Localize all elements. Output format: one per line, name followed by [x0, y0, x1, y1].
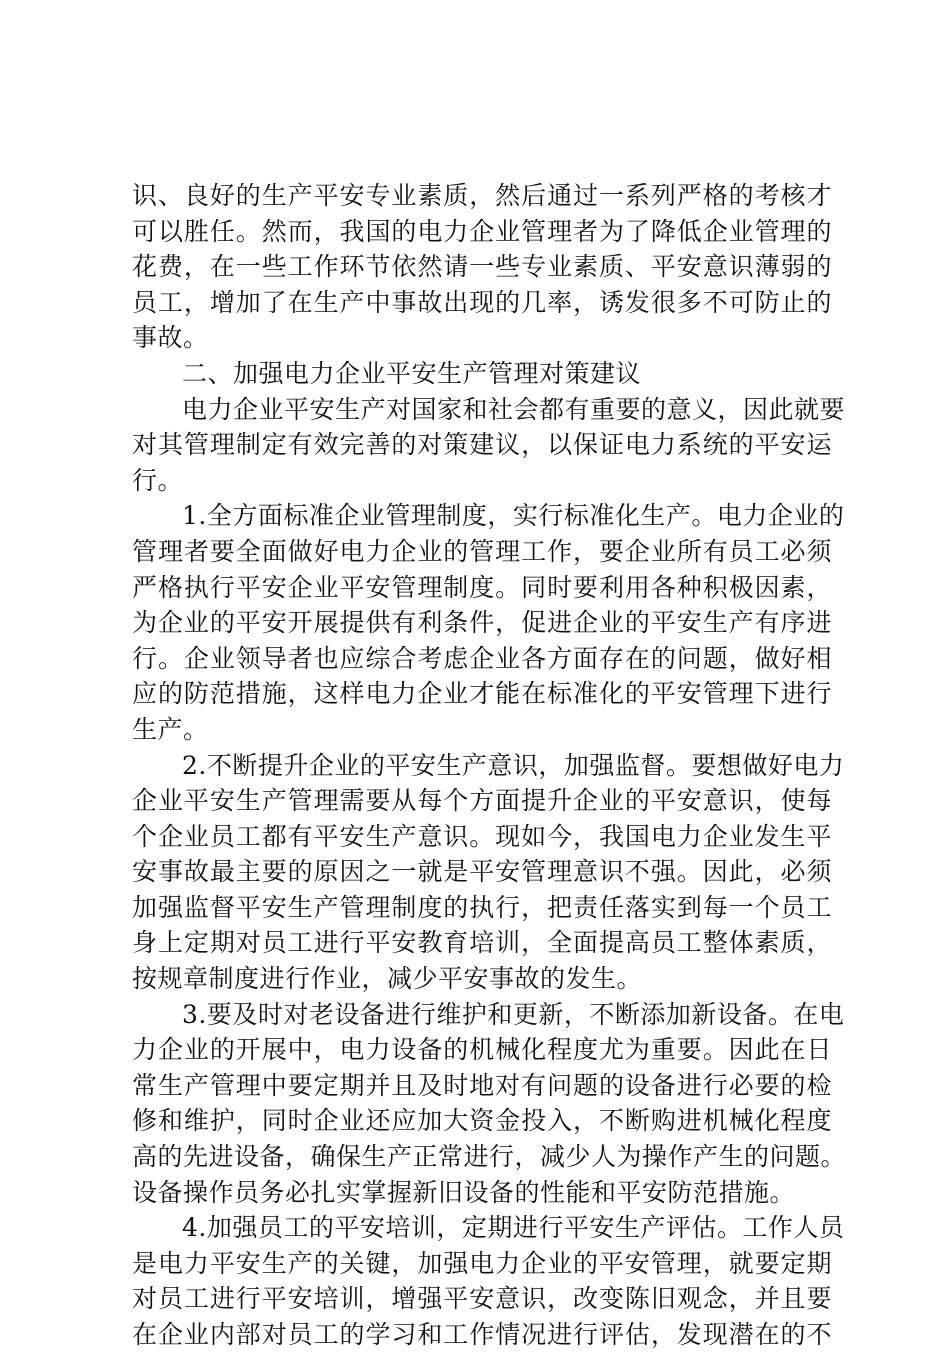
text-line: 高的先进设备，确保生产正常进行，减少人为操作产生的问题。 [132, 1142, 847, 1172]
document-page [132, 178, 847, 1353]
text-line: 1.全方面标准企业管理制度，实行标准化生产。电力企业的 [182, 501, 845, 531]
text-line: 企业平安生产管理需要从每个方面提升企业的平安意识，使每 [132, 786, 832, 816]
text-line: 对员工进行平安培训，增强平安意识，改变陈旧观念，并且要 [132, 1284, 832, 1314]
text-line: 按规章制度进行作业，减少平安事故的发生。 [132, 964, 643, 994]
text-line: 行。 [132, 465, 184, 495]
text-line: 花费，在一些工作环节依然请一些专业素质、平安意识薄弱的 [132, 252, 832, 282]
text-line: 应的防范措施，这样电力企业才能在标准化的平安管理下进行 [132, 679, 832, 709]
text-line: 是电力平安生产的关键，加强电力企业的平安管理，就要定期 [132, 1248, 832, 1278]
text-line: 可以胜任。然而，我国的电力企业管理者为了降低企业管理的 [132, 216, 832, 246]
text-line: 生产。 [132, 714, 209, 744]
text-line: 电力企业平安生产对国家和社会都有重要的意义，因此就要 [182, 394, 846, 424]
text-line: 识、良好的生产平安专业素质，然后通过一系列严格的考核才 [132, 181, 832, 210]
heading-text: 二、加强电力企业平安生产管理对策建议 [182, 358, 642, 388]
paragraph-continuation [132, 178, 832, 356]
text-line: 2.不断提升企业的平安生产意识，加强监督。要想做好电力 [182, 750, 845, 780]
text-line: 修和维护，同时企业还应加大资金投入，不断购进机械化程度 [132, 1106, 832, 1136]
paragraph-item-4 [132, 1210, 845, 1352]
paragraph-item-2 [132, 748, 845, 997]
paragraph-item-1 [132, 498, 845, 747]
text-line: 对其管理制定有效完善的对策建议，以保证电力系统的平安运 [132, 430, 832, 460]
text-line: 常生产管理中要定期并且及时地对有问题的设备进行必要的检 [132, 1070, 832, 1100]
text-line: 个企业员工都有平安生产意识。现如今，我国电力企业发生平 [132, 821, 832, 851]
text-line: 设备操作员务必扎实掌握新旧设备的性能和平安防范措施。 [132, 1177, 796, 1207]
text-line: 员工，增加了在生产中事故出现的几率，诱发很多不可防止的 [132, 287, 832, 317]
text-line: 4.加强员工的平安培训，定期进行平安生产评估。工作人员 [182, 1213, 845, 1243]
text-line: 事故。 [132, 323, 209, 353]
text-line: 3.要及时对老设备进行维护和更新，不断添加新设备。在电 [182, 999, 845, 1029]
section-heading [132, 356, 832, 392]
text-line: 身上定期对员工进行平安教育培训，全面提高员工整体素质， [132, 928, 832, 958]
text-line: 安事故最主要的原因之一就是平安管理意识不强。因此，必须 [132, 857, 832, 887]
paragraph-item-3 [132, 997, 847, 1211]
text-line: 在企业内部对员工的学习和工作情况进行评估，发现潜在的不 [132, 1320, 832, 1349]
text-line: 行。企业领导者也应综合考虑企业各方面存在的问题，做好相 [132, 643, 832, 673]
text-line: 力企业的开展中，电力设备的机械化程度尤为重要。因此在日 [132, 1035, 832, 1065]
text-line: 为企业的平安开展提供有利条件，促进企业的平安生产有序进 [132, 608, 832, 638]
text-line: 严格执行平安企业平安管理制度。同时要利用各种积极因素， [132, 572, 832, 602]
text-line: 管理者要全面做好电力企业的管理工作，要企业所有员工必须 [132, 536, 832, 566]
text-line: 加强监督平安生产管理制度的执行，把责任落实到每一个员工 [132, 892, 832, 922]
paragraph-intro [132, 392, 846, 499]
